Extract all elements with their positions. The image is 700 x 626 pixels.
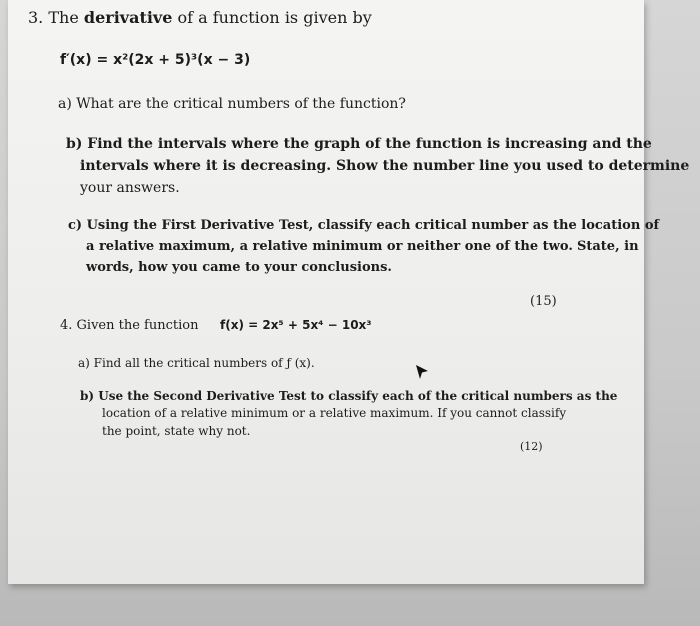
q4-formula: f(x) = 2x⁵ + 5x⁴ − 10x³ — [220, 318, 372, 332]
q3-formula: f′(x) = x²(2x + 5)³(x − 3) — [60, 52, 251, 68]
q3-part-b-line2: intervals where it is decreasing. Show the number line you used to determine — [80, 158, 690, 174]
worksheet-page — [8, 0, 690, 584]
q3-part-c-line2-bold: State, in — [576, 239, 639, 254]
q3-intro-post: of a function is given by — [177, 8, 372, 27]
q3-heading — [28, 8, 372, 27]
q3-part-c-line2-plain: a relative maximum, a relative minimum or neither one of the two. — [86, 239, 573, 254]
q4-part-a: a) Find all the critical numbers of ƒ (x). — [78, 356, 315, 370]
q4-part-b-line3: the point, state why not. — [102, 424, 251, 438]
q3-part-a: a) What are the critical numbers of the function? — [58, 96, 406, 112]
q4-points: (12) — [520, 440, 543, 453]
q3-number: 3. — [28, 8, 44, 27]
q4-part-b-line2: location of a relative minimum or a relative maximum. If you cannot classify — [102, 406, 567, 420]
q4-intro: Given the function — [76, 318, 199, 333]
q3-part-b-line1: b) Find the intervals where the graph of the function is increasing and the — [66, 136, 652, 152]
q3-part-b-line3: your answers. — [80, 180, 180, 196]
q4-number: 4. — [60, 318, 73, 333]
mouse-pointer-icon — [413, 364, 429, 382]
q3-intro-bold: derivative — [83, 8, 173, 27]
q3-part-c-line3: words, how you came to your conclusions. — [86, 260, 392, 275]
q4-heading — [60, 318, 198, 333]
q3-part-c-line1: c) Using the First Derivative Test, classify each critical number as the location of — [68, 218, 660, 233]
q3-intro-pre: The — [48, 8, 79, 27]
q3-points: (15) — [530, 294, 557, 309]
q3-part-c-line2 — [86, 239, 639, 254]
q4-part-b-line1: b) Use the Second Derivative Test to classify each of the critical numbers as the — [80, 389, 618, 403]
